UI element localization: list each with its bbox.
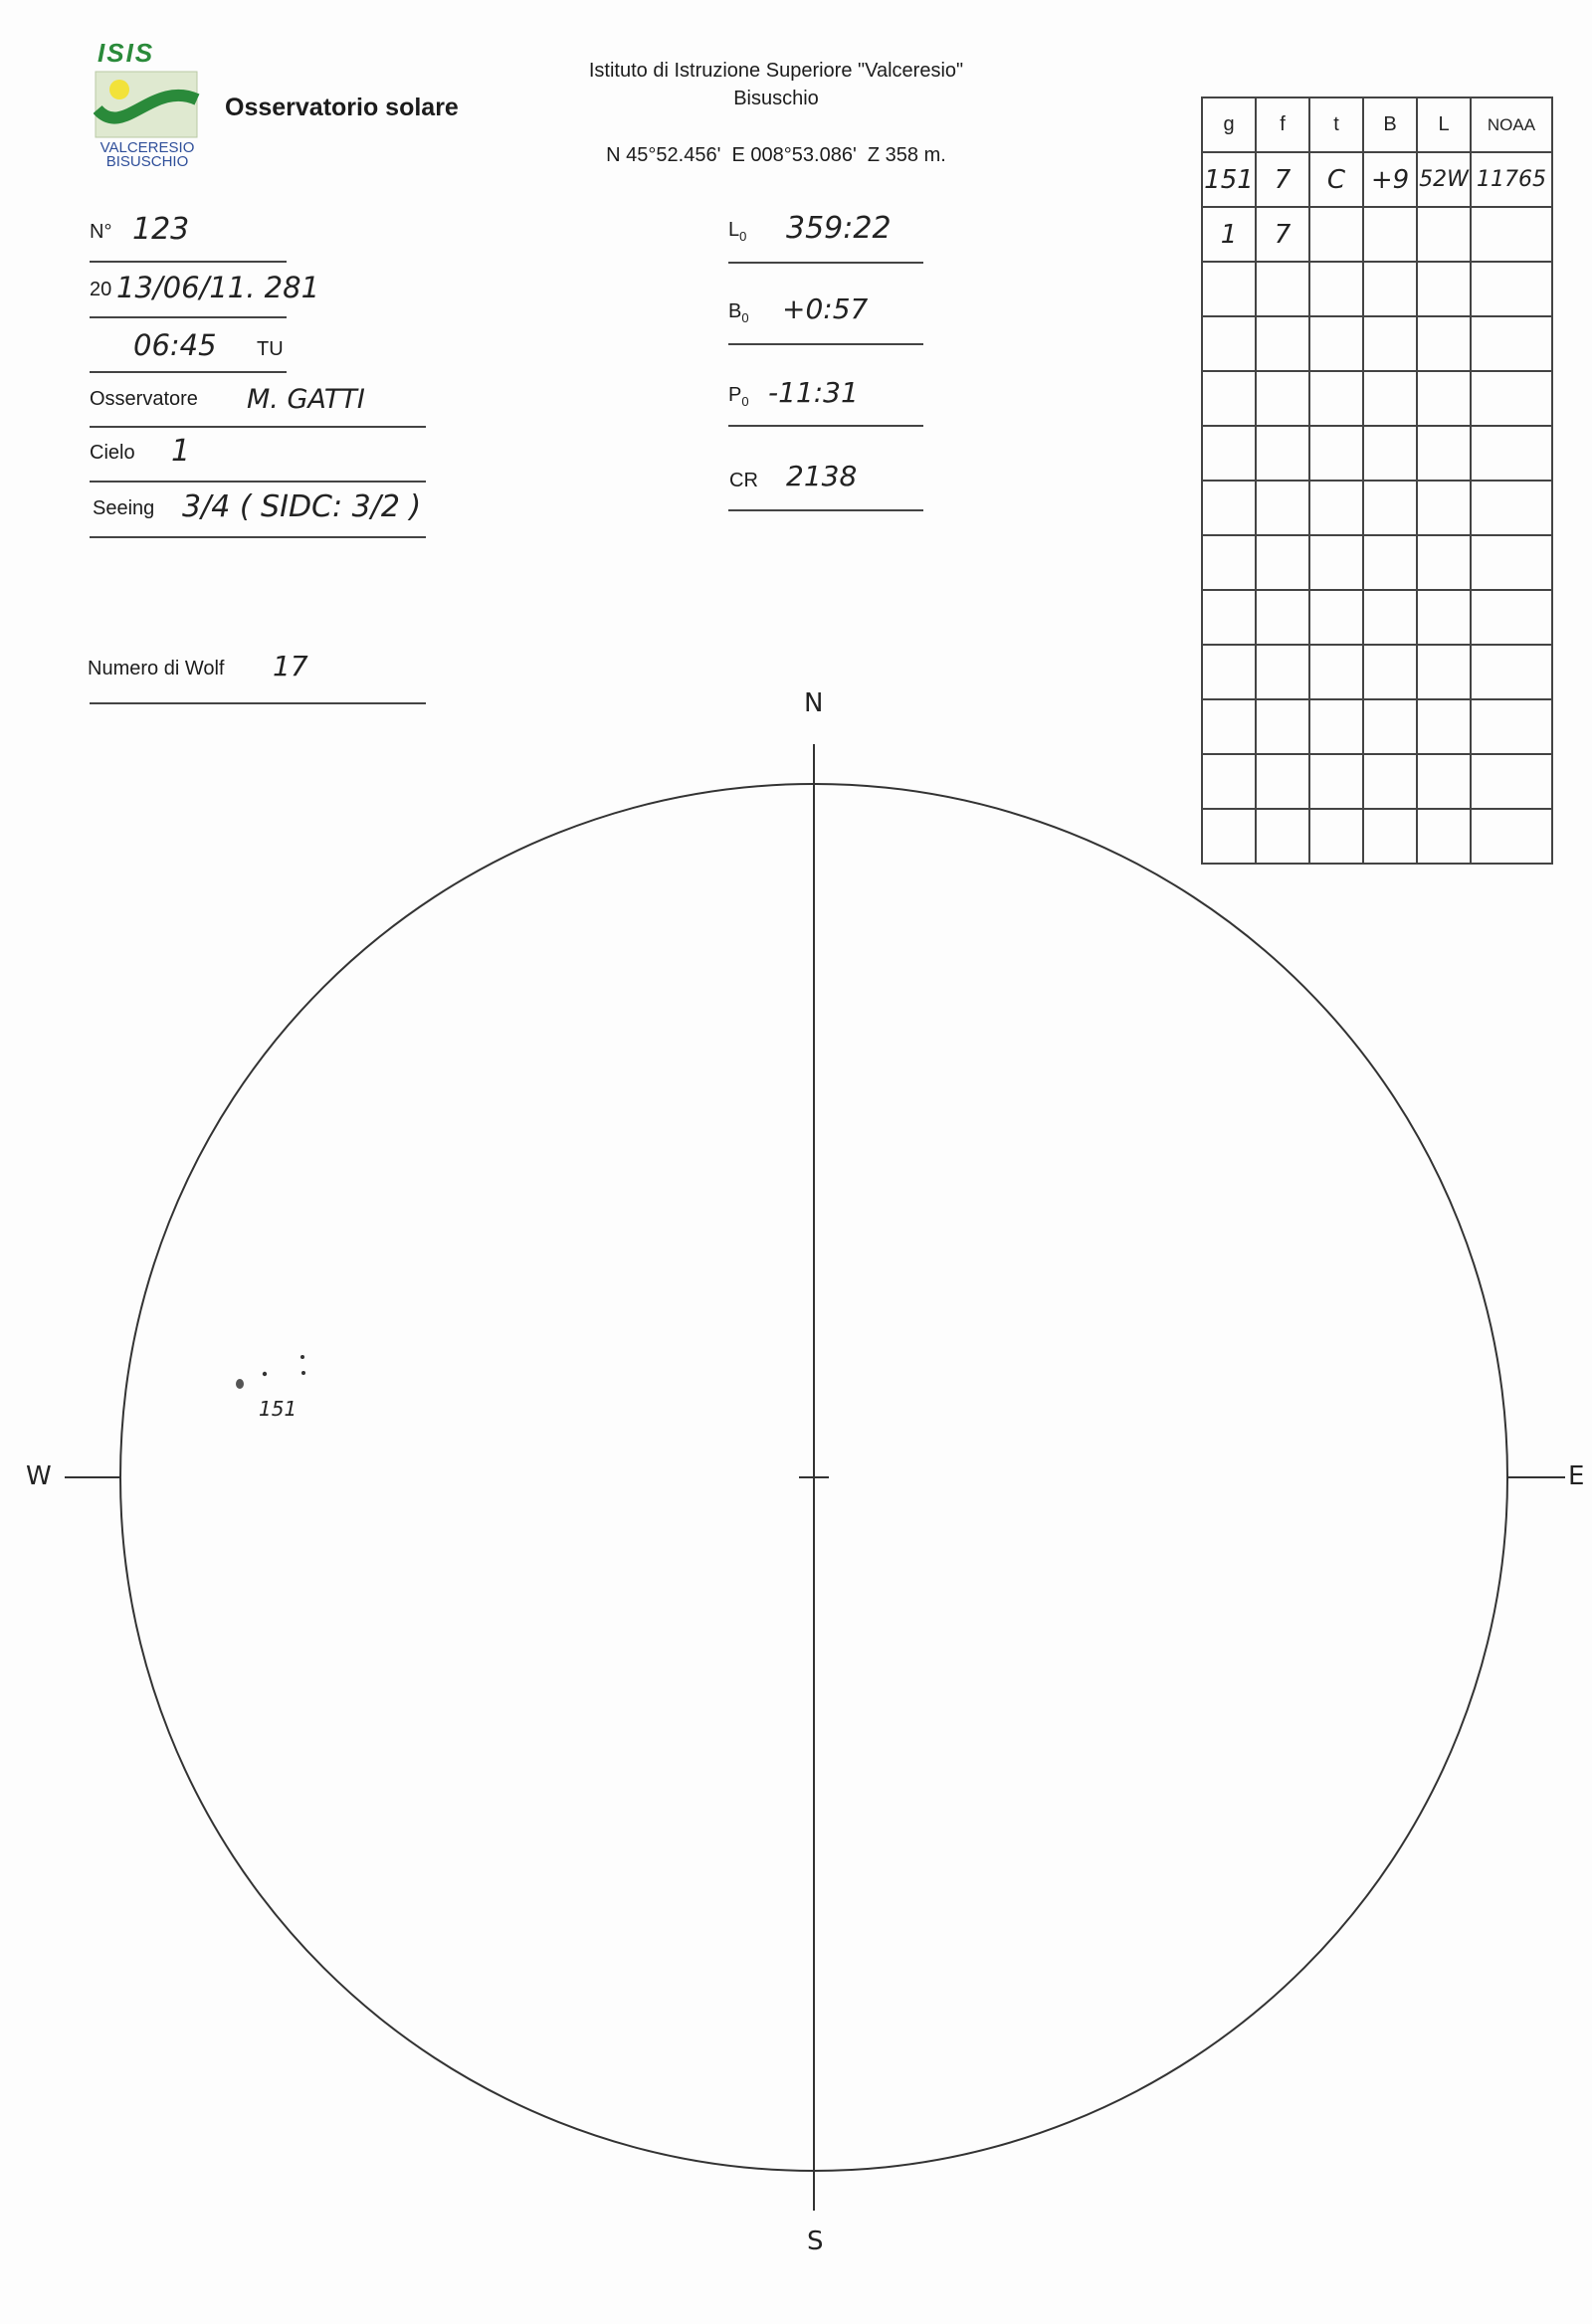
logo-line1: VALCERESIO	[100, 139, 195, 156]
date-prefix: 20	[90, 279, 112, 300]
number-label: N°	[90, 221, 112, 243]
table-cell: 11765	[1471, 152, 1552, 207]
logo-line2: BISUSCHIO	[105, 153, 189, 170]
sunspot-small-2	[300, 1355, 304, 1359]
seeing-label: Seeing	[93, 497, 155, 519]
west-label: W	[26, 1461, 52, 1491]
table-cell: 7	[1256, 207, 1309, 262]
table-cell: C	[1309, 152, 1363, 207]
sunspot-small-3	[301, 1371, 305, 1375]
time-value: 06:45	[133, 328, 217, 362]
site-coordinates: N 45°52.456' E 008°53.086' Z 358 m.	[606, 144, 946, 166]
institute-name: Istituto di Istruzione Superiore "Valceresio"	[588, 60, 964, 82]
p0-value: -11:31	[768, 376, 859, 409]
table-header-cell: g	[1202, 97, 1256, 152]
table-cell: 52W	[1417, 152, 1471, 207]
observer-label: Osservatore	[90, 388, 198, 410]
wolf-value: 17	[273, 650, 308, 682]
institute-town: Bisuschio	[733, 88, 819, 109]
south-label: S	[807, 2227, 824, 2256]
table-cell: +9	[1363, 152, 1417, 207]
observer-value: M. GATTI	[247, 384, 365, 415]
table-header-cell: NOAA	[1471, 97, 1552, 152]
observatory-title: Osservatorio solare	[225, 94, 459, 121]
time-unit: TU	[257, 338, 284, 360]
east-label: E	[1568, 1461, 1585, 1491]
logo-word: ISIS	[98, 38, 155, 68]
b0-subscript: 0	[741, 310, 749, 325]
b0-letter: B	[728, 300, 742, 322]
b0-value: +0:57	[782, 292, 869, 325]
table-cell: 1	[1202, 207, 1256, 262]
sunspot-group-label: 151	[259, 1397, 298, 1421]
table-header-cell: t	[1309, 97, 1363, 152]
table-header-cell: f	[1256, 97, 1309, 152]
date-value: 13/06/11. 281	[116, 271, 320, 304]
l0-value: 359:22	[786, 211, 892, 246]
l0-subscript: 0	[739, 229, 747, 244]
l0-letter: L	[728, 219, 740, 241]
cr-value: 2138	[786, 460, 858, 492]
wolf-label: Numero di Wolf	[88, 658, 225, 679]
cr-label: CR	[729, 470, 758, 491]
table-cell: 151	[1202, 152, 1256, 207]
sky-label: Cielo	[90, 442, 135, 464]
p0-letter: P	[728, 384, 742, 406]
table-cell: 7	[1256, 152, 1309, 207]
seeing-value: 3/4 ( SIDC: 3/2 )	[182, 489, 422, 524]
table-header-cell: L	[1417, 97, 1471, 152]
north-label: N	[804, 688, 824, 718]
sunspot-leader	[236, 1379, 244, 1389]
sky-value: 1	[171, 434, 191, 469]
table-header-cell: B	[1363, 97, 1417, 152]
sunspot-small-1	[263, 1372, 267, 1376]
p0-subscript: 0	[741, 394, 749, 409]
number-value: 123	[132, 212, 190, 247]
